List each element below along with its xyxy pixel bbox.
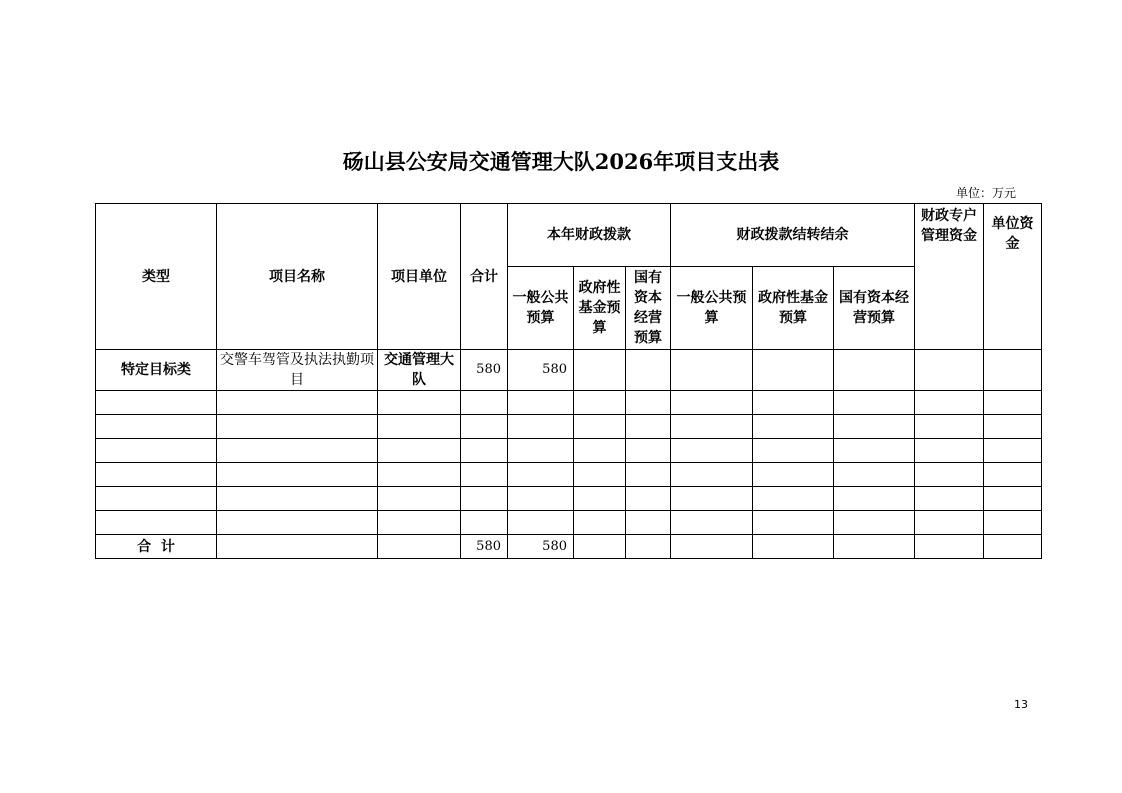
header-total: 合计 [461,204,508,350]
cell-project-name: 交警车驾管及执法执勤项目 [217,350,378,391]
table-cell [626,439,671,463]
table-cell [378,511,461,535]
table-cell [753,350,834,391]
table-cell [626,463,671,487]
table-cell [378,463,461,487]
header-state-capital-budget: 国有资本经营预算 [626,267,671,350]
header-carry-general-budget: 一般公共预算 [671,267,753,350]
table-cell [96,415,217,439]
table-cell [984,463,1042,487]
table-cell [378,415,461,439]
table-cell [753,535,834,559]
table-cell [217,439,378,463]
table-cell [834,535,915,559]
table-cell [574,511,626,535]
table-cell [378,439,461,463]
table-cell [671,463,753,487]
table-cell [753,463,834,487]
table-cell [915,415,984,439]
table-cell [984,415,1042,439]
table-cell [671,439,753,463]
table-cell [984,391,1042,415]
table-cell [915,391,984,415]
table-cell [508,439,574,463]
header-project-name: 项目名称 [217,204,378,350]
table-cell [626,535,671,559]
table-cell [984,350,1042,391]
empty-row [96,439,1042,463]
table-cell [378,391,461,415]
total-sum: 580 [461,535,508,559]
table-cell [217,535,378,559]
table-cell [834,511,915,535]
header-project-unit: 项目单位 [378,204,461,350]
table-cell [834,487,915,511]
table-cell [508,511,574,535]
header-type: 类型 [96,204,217,350]
table-cell [753,415,834,439]
header-carry-state-capital-budget: 国有资本经营预算 [834,267,915,350]
table-cell [217,511,378,535]
table-cell [753,511,834,535]
table-cell [96,511,217,535]
table-cell [915,463,984,487]
table-cell [671,350,753,391]
table-cell [96,439,217,463]
table-cell [626,391,671,415]
table-cell [217,391,378,415]
table-cell [461,415,508,439]
empty-row [96,391,1042,415]
table-cell [753,391,834,415]
table-cell [671,391,753,415]
table-cell [834,415,915,439]
table-cell [626,511,671,535]
table-cell [574,463,626,487]
table-cell [574,415,626,439]
table-cell [574,535,626,559]
table-cell [461,487,508,511]
table-cell [461,391,508,415]
empty-row [96,511,1042,535]
table-cell [671,415,753,439]
page-number: 13 [1014,698,1028,711]
table-cell [96,463,217,487]
cell-project-unit: 交通管理大队 [378,350,461,391]
table-cell [834,439,915,463]
table-cell [217,487,378,511]
table-cell [915,439,984,463]
table-cell [626,350,671,391]
table-cell [915,350,984,391]
table-cell [671,535,753,559]
table-cell [378,487,461,511]
table-cell [984,511,1042,535]
table-cell [915,535,984,559]
table-cell [984,487,1042,511]
header-general-budget: 一般公共预算 [508,267,574,350]
table-cell [753,487,834,511]
table-cell [217,463,378,487]
cell-general-budget: 580 [508,350,574,391]
empty-row [96,463,1042,487]
table-cell [574,350,626,391]
table-cell [753,439,834,463]
table-cell [626,415,671,439]
project-expenditure-table [95,203,1042,559]
table-cell [984,535,1042,559]
table-cell [671,511,753,535]
page-title: 砀山县公安局交通管理大队2026年项目支出表 [342,149,780,174]
table-cell [508,391,574,415]
cell-total: 580 [461,350,508,391]
table-cell [217,415,378,439]
table-cell [96,391,217,415]
table-row [96,350,1042,391]
table-cell [378,535,461,559]
total-general-budget: 580 [508,535,574,559]
table-cell [834,391,915,415]
table-cell [574,391,626,415]
table-cell [574,439,626,463]
table-cell [834,463,915,487]
table-cell [461,463,508,487]
table-cell [508,487,574,511]
table-cell [574,487,626,511]
table-cell [461,511,508,535]
table-cell [915,487,984,511]
table-cell [461,439,508,463]
table-cell [508,415,574,439]
header-carryover: 财政拨款结转结余 [671,204,915,267]
header-special-fund: 财政专户管理资金 [915,204,984,350]
table-header-row [96,204,1042,267]
table-cell [834,350,915,391]
total-row [96,535,1042,559]
table-cell [96,487,217,511]
header-carry-gov-fund-budget: 政府性基金预算 [753,267,834,350]
cell-type: 特定目标类 [96,350,217,391]
table-cell [915,511,984,535]
unit-label: 单位：万元 [955,186,1016,200]
table-cell [984,439,1042,463]
header-unit-fund: 单位资金 [984,204,1042,350]
table-cell [508,463,574,487]
table-cell [671,487,753,511]
empty-row [96,487,1042,511]
table-cell [626,487,671,511]
header-current-year-allocation: 本年财政拨款 [508,204,671,267]
empty-row [96,415,1042,439]
header-gov-fund-budget: 政府性基金预算 [574,267,626,350]
total-label: 合 计 [96,535,217,559]
